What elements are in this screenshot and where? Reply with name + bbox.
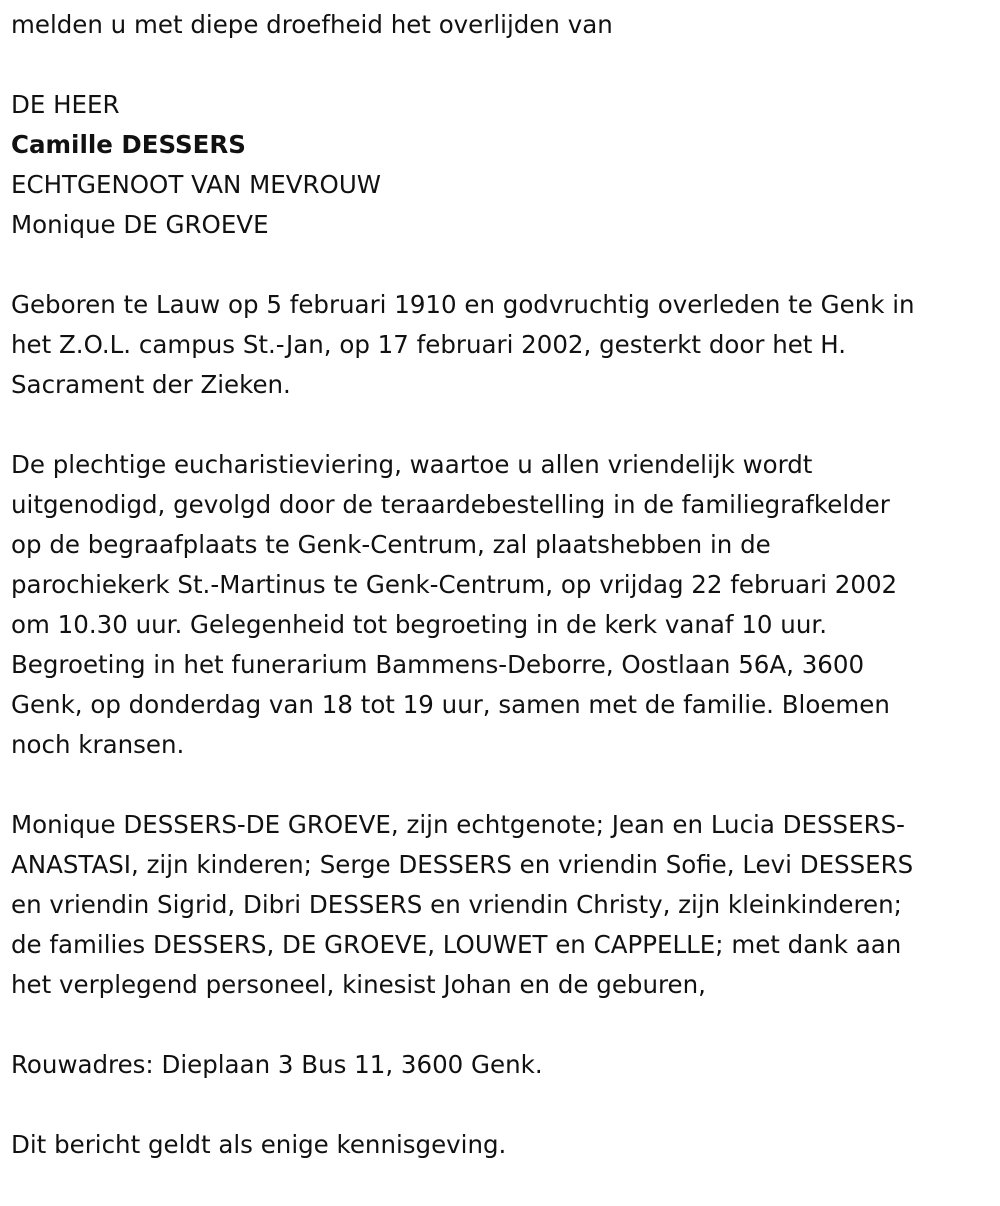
paragraph-line: Sacrament der Zieken. bbox=[11, 370, 291, 399]
paragraph-line: om 10.30 uur. Gelegenheid tot begroeting in de kerk vanaf 10 uur. bbox=[11, 610, 827, 639]
paragraph-line: uitgenodigd, gevolgd door de teraardebestelling in de familiegrafkelder bbox=[11, 490, 890, 519]
deceased-name: Camille DESSERS bbox=[11, 130, 246, 159]
family-paragraph bbox=[11, 805, 996, 1005]
spacer bbox=[11, 45, 996, 85]
paragraph-line: op de begraafplaats te Genk-Centrum, zal plaatshebben in de bbox=[11, 530, 771, 559]
spouse-name: Monique DE GROEVE bbox=[11, 210, 269, 239]
paragraph-line: en vriendin Sigrid, Dibri DESSERS en vriendin Christy, zijn kleinkinderen; bbox=[11, 890, 902, 919]
paragraph-line: Begroeting in het funerarium Bammens-Deborre, Oostlaan 56A, 3600 bbox=[11, 650, 865, 679]
spacer bbox=[11, 1005, 996, 1045]
deceased-title: DE HEER bbox=[11, 90, 120, 119]
closing-line: Dit bericht geldt als enige kennisgeving. bbox=[11, 1130, 507, 1159]
birth-death-paragraph bbox=[11, 285, 996, 405]
paragraph-line: ANASTASI, zijn kinderen; Serge DESSERS en vriendin Sofie, Levi DESSERS bbox=[11, 850, 914, 879]
paragraph-line: de families DESSERS, DE GROEVE, LOUWET en CAPPELLE; met dank aan bbox=[11, 930, 902, 959]
paragraph-line: Geboren te Lauw op 5 februari 1910 en godvruchtig overleden te Genk in bbox=[11, 290, 915, 319]
service-paragraph bbox=[11, 445, 996, 765]
spacer bbox=[11, 765, 996, 805]
mourning-address: Rouwadres: Dieplaan 3 Bus 11, 3600 Genk. bbox=[11, 1050, 543, 1079]
paragraph-line: noch kransen. bbox=[11, 730, 185, 759]
paragraph-line: parochiekerk St.-Martinus te Genk-Centrum, op vrijdag 22 februari 2002 bbox=[11, 570, 898, 599]
paragraph-line: het Z.O.L. campus St.-Jan, op 17 februari 2002, gesterkt door het H. bbox=[11, 330, 846, 359]
paragraph-line: Monique DESSERS-DE GROEVE, zijn echtgenote; Jean en Lucia DESSERS- bbox=[11, 810, 905, 839]
paragraph-line: Genk, op donderdag van 18 tot 19 uur, samen met de familie. Bloemen bbox=[11, 690, 890, 719]
obituary-notice bbox=[11, 5, 996, 1165]
spacer bbox=[11, 245, 996, 285]
spacer bbox=[11, 405, 996, 445]
spouse-label: ECHTGENOOT VAN MEVROUW bbox=[11, 170, 382, 199]
spacer bbox=[11, 1085, 996, 1125]
intro-line: melden u met diepe droefheid het overlijden van bbox=[11, 10, 613, 39]
paragraph-line: De plechtige eucharistieviering, waartoe u allen vriendelijk wordt bbox=[11, 450, 813, 479]
paragraph-line: het verplegend personeel, kinesist Johan en de geburen, bbox=[11, 970, 706, 999]
